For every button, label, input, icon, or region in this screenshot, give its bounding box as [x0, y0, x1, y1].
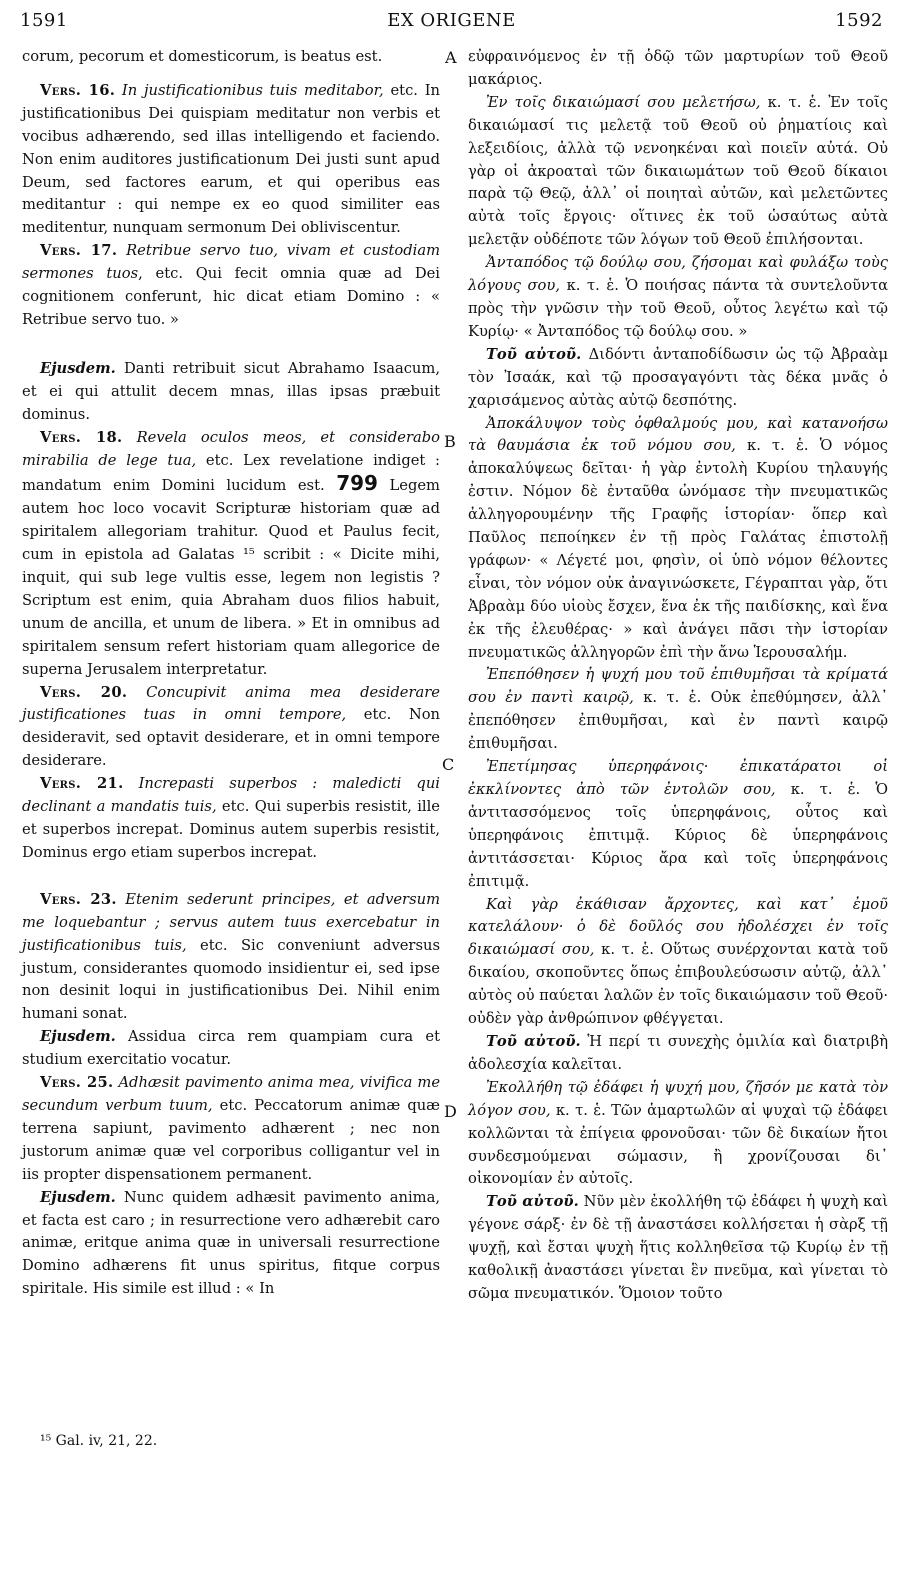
ejusdem-label: Ejusdem. [40, 1028, 116, 1046]
tou-autou-label: Τοῦ αὐτοῦ. [486, 345, 582, 363]
commentary-text: κ. τ. ἑ. Οὐκ ἐπεθύμησεν, ἀλλ᾽ ἐπεπόθησεν ἐπιθυμῆσαι, καὶ ἐν παντὶ καιρῷ ἐπιθυμῆσαι. [468, 689, 888, 753]
commentary-text: κ. τ. ἑ. Ὁ ποιήσας πάντα τὰ συντελοῦντα πρὸς τὴν γνῶσιν τὴν τοῦ Θεοῦ, οὗτος λεγέτω καὶ τῷ Κυρίῳ· « Ἀνταπόδος τῷ δούλῳ σου. » [468, 277, 888, 340]
verse-ref: Vers. 17. [40, 242, 118, 260]
greek-paragraph: εὐφραινόμενος ἐν τῇ ὁδῷ τῶν μαρτυρίων τοῦ Θεοῦ μακάριος. [468, 48, 888, 88]
section-marker-d: D [444, 1102, 457, 1121]
latin-paragraph [22, 240, 440, 332]
commentary-text: κ. τ. ἑ. Οὕτως συνέρχονται κατὰ τοῦ δικαίου, σκοποῦντες ὅπως ἐπιβουλεύσωσιν αὐτῷ, ἀλλ᾽ αὐτὸς οὐ παύεται λαλῶν ἐν τοῖς δικαιώμασιν τοῦ Θεοῦ· οὐδὲν γὰρ ἀνθρώπινον φθέγγεται. [468, 941, 888, 1028]
verse-lemma: Concupivit anima mea desiderare justificationes tuas in omni tempore, [22, 683, 440, 724]
verse-lemma: Ἀποκάλυψον τοὺς ὀφθαλμούς μου, καὶ κατανοήσω τὰ θαυμάσια ἐκ τοῦ νόμου σου, [468, 414, 888, 455]
latin-paragraph [22, 427, 440, 682]
commentary-text: etc. Qui superbis resistit, ille et superbos increpat. Dominus autem superbis resistit, Dominus ergo etiam superbos increpat. [22, 798, 440, 861]
section-marker-a: A [445, 48, 457, 67]
latin-paragraph [22, 358, 440, 427]
commentary-text: etc. Non desideravit, sed optavit desiderare, et in omni tempore desiderare. [22, 706, 440, 770]
latin-paragraph: corum, pecorum et domesticorum, is beatus est. [22, 48, 383, 65]
verse-ref: Vers. 25. [40, 1074, 114, 1092]
commentary-text: Nunc quidem adhæsit pavimento anima, et facta est caro ; in resurrectione vero adhærebit caro animæ, eritque anima quæ in universali resurrectione Domino adhærens fit unus spiritus, fitque corpus spiritale. His simile est illud : « In [22, 1188, 440, 1298]
commentary-text: Νῦν μὲν ἐκολλήθη τῷ ἐδάφει ἡ ψυχὴ καὶ γέγονε σάρξ· ἐν δὲ τῇ ἀναστάσει κολλήσεται ἡ σὰρξ τῇ ψυχῇ, καὶ ἔσται ψυχὴ ἥτις κολληθεῖσα τῷ Κυρίῳ ἐν τῇ καθολικῇ ἀναστάσει γίνεται ἓν πνεῦμα, καὶ γίνεται τὸ σῶμα πνευματικόν. Ὅμοιον τοῦτο [468, 1193, 888, 1302]
tou-autou-label: Τοῦ αὐτοῦ. [486, 1193, 579, 1211]
greek-paragraph [468, 252, 888, 344]
latin-paragraph [22, 1072, 440, 1187]
greek-paragraph [468, 664, 888, 756]
commentary-text: κ. τ. ἑ. Ὁ ἀντιτασσόμενος τοῖς ὑπερηφάνοις, οὗτος καὶ ὑπερηφάνοις ἐπιτιμᾷ. Κύριος δὲ ὑπερηφάνοις ἀντιτάσσεται· Κύριος ἄρα καὶ τοῖς ὑπερηφάνοις ἐπιτιμᾷ. [468, 781, 888, 890]
verse-ref: Vers. 16. [40, 81, 116, 99]
section-marker-c: C [442, 755, 455, 774]
latin-paragraph [22, 682, 440, 774]
greek-paragraph [468, 756, 888, 893]
verse-lemma: Retribue servo tuo, vivam et custodiam sermones tuos [22, 242, 441, 283]
page-number-left: 1591 [20, 10, 68, 31]
greek-column [468, 46, 888, 1306]
ejusdem-label: Ejusdem. [40, 359, 116, 377]
commentary-text: etc. Sic conveniunt adversus justum, considerantes quomodo insidientur ei, sed ipse non desinit loqui in justificationibus Dei. Nihil enim humani sonat. [22, 936, 440, 1023]
greek-paragraph [468, 1031, 888, 1077]
verse-ref: Vers. 18. [40, 428, 123, 446]
column-number: 799 [336, 471, 378, 496]
verse-lemma: Etenim sederunt principes, et adversum me loquebantur ; servus autem tuus exercebatur in justificationibus tuis, [22, 890, 441, 954]
verse-lemma: Ἐπεπόθησεν ἡ ψυχή μου τοῦ ἐπιθυμῆσαι τὰ κρίματά σου ἐν παντὶ καιρῷ, [468, 666, 888, 707]
greek-paragraph [468, 1077, 888, 1192]
verse-lemma: Ἐκολλήθη τῷ ἐδάφει ἡ ψυχή μου, ζῆσόν με κατὰ τὸν λόγον σου, [468, 1078, 888, 1119]
greek-paragraph [468, 894, 888, 1031]
verse-lemma: Ἐν τοῖς δικαιώμασί σου μελετήσω, [486, 93, 761, 111]
commentary-text: Legem autem hoc loco vocavit Scripturæ historiam quæ ad spiritalem allegoriam trahitur. Quod et Paulus fecit, cum in epistola ad Galatas ¹⁵ scribit : « Dicite mihi, inquit, qui sub lege vultis esse, legem non legistis ? Scriptum est enim, quia Abraham duos filios habuit, unum de ancilla, et unum de libera. » Et in omnibus ad spiritalem sensum refert historiam quam allegorice de superna Jerusalem interpretatur. [22, 477, 440, 678]
verse-lemma: Adhæsit pavimento anima mea, vivifica me secundum verbum tuum, [22, 1074, 441, 1114]
commentary-text: etc. Lex revelatione indiget : mandatum enim Domini lucidum est. [22, 451, 440, 495]
greek-paragraph [468, 344, 888, 413]
commentary-text: etc. Peccatorum animæ quæ terrena sapiunt, pavimento adhærent ; nec non justorum animæ quæ vel corporibus colligantur vel in iis propter dispensationem permanent. [22, 1096, 440, 1183]
verse-lemma: In justificationibus tuis meditabor, [121, 81, 384, 99]
verse-ref: Vers. 20. [40, 683, 128, 701]
ejusdem-label: Ejusdem. [40, 1188, 116, 1206]
commentary-text: κ. τ. ἑ. Τῶν ἁμαρτωλῶν αἱ ψυχαὶ τῷ ἐδάφει κολλῶνται τὰ ἐπίγεια φρονοῦσαι· τῶν δὲ δικαίων ἤτοι συνδεσμούμεναι σώμασιν, ἢ χρονίζουσαι δι᾽ οἰκονομίαν ἐν αὐτοῖς. [468, 1101, 889, 1188]
greek-paragraph [468, 92, 888, 252]
commentary-text: , etc. Qui fecit omnia quæ ad Dei cognitionem conferunt, hic dicat etiam Domino : « Retribue servo tuo. » [22, 265, 440, 328]
latin-paragraph [22, 773, 440, 865]
commentary-text: κ. τ. ἑ. Ὁ νόμος ἀποκαλύψεως δεῖται· ἡ γὰρ ἐντολὴ Κυρίου τηλαυγής ἐστιν. Νόμον δὲ ἐνταῦθα ὠνόμασε τὴν πνευματικῶς ἀλληγορουμένην τῆς Γραφῆς ἱστορίαν· ὅπερ καὶ Παῦλος πεποίηκεν ἐν τῇ πρὸς Γαλάτας ἐπιστολῇ γράφων· « Λέγετέ μοι, φησὶν, οἱ ὑπὸ νόμον θέλοντες εἶναι, τὸν νόμον οὐκ ἀναγινώσκετε, Γέγραπται γὰρ, ὅτι Ἀβραὰμ δύο υἱοὺς ἔσχεν, ἕνα ἐκ τῆς παιδίσκης, καὶ ἕνα ἐκ τῆς ἐλευθέρας· » καὶ ἀνάγει πᾶσι τὴν ἱστορίαν πνευματικῶς ἀλληγορῶν ἐπὶ τὴν ἄνω Ἱερουσαλήμ. [468, 437, 888, 661]
verse-lemma: Καὶ γὰρ ἐκάθισαν ἄρχοντες, καὶ κατ᾽ ἐμοῦ κατελάλουν· ὁ δὲ δοῦλός σου ἠδολέσχει ἐν τοῖς δικαιώμασί σου, [468, 895, 888, 959]
latin-paragraph [22, 889, 440, 1026]
commentary-text: Assidua circa rem quampiam cura et studium exercitatio vocatur. [22, 1028, 440, 1069]
page-number-right: 1592 [835, 10, 883, 31]
commentary-text: Ἡ περί τι συνεχὴς ὁμιλία καὶ διατριβὴ ἀδολεσχία καλεῖται. [468, 1032, 889, 1073]
latin-paragraph [22, 1026, 440, 1072]
commentary-text: etc. In justificationibus Dei quispiam meditatur non verbis et vocibus adhærendo, sed illas intelligendo et faciendo. Non enim auditores justificationum Dei justi sunt apud Deum, sed factores earum, et qui operibus eas meditantur : qui nempe ex eo quod similiter eas meditentur, nunquam sermonum Dei obliviscentur. [22, 81, 441, 237]
greek-paragraph [468, 1191, 888, 1306]
verse-ref: Vers. 21. [40, 775, 124, 793]
latin-paragraph [22, 1187, 440, 1302]
latin-paragraph [22, 80, 440, 240]
commentary-text: Danti retribuit sicut Abrahamo Isaacum, et ei qui attulit decem mnas, illas ipsas præbuit dominus. [22, 359, 440, 423]
running-title: EX ORIGENE [387, 10, 516, 31]
commentary-text: Διδόντι ἀνταποδίδωσιν ὡς τῷ Ἀβραὰμ τὸν Ἰσαάκ, καὶ τῷ προσαγαγόντι τὰς δέκα μνᾶς ὁ χαρισάμενος αὐτὰς αὐτῷ δεσπότης. [468, 345, 888, 409]
greek-paragraph [468, 413, 888, 665]
verse-lemma: Ἀνταπόδος τῷ δούλῳ σου, ζήσομαι καὶ φυλάξω τοὺς λόγους σου, [468, 254, 888, 295]
verse-ref: Vers. 23. [40, 890, 117, 908]
tou-autou-label: Τοῦ αὐτοῦ. [486, 1032, 581, 1050]
section-marker-b: B [444, 432, 456, 451]
commentary-text: κ. τ. ἑ. Ἐν τοῖς δικαιώμασί τις μελετᾷ τοῦ Θεοῦ οὐ ῥηματίοις καὶ λεξειδίοις, ἀλλὰ τῷ νενοηκέναι καὶ ποιεῖν αὐτά. Οὐ γὰρ οἱ ἀκροαταὶ τῶν δικαιωμάτων τοῦ Θεοῦ δίκαιοι παρὰ τῷ Θεῷ, ἀλλ᾽ οἱ ποιηταὶ αὐτῶν, καὶ μελετῶντες αὐτὰ τοῖς ἔργοις· οἵτινες ἐκ τοῦ ὡσαύτως αὐτὰ μελετᾷν οὐδέποτε τῶν λόγων τοῦ Θεοῦ ἐπιλήσονται. [468, 93, 888, 249]
verse-lemma: Ἐπετίμησας ὑπερηφάνοις· ἐπικατάρατοι οἱ ἐκκλίνοντες ἀπὸ τῶν ἐντολῶν σου, [468, 758, 888, 798]
verse-lemma: Increpasti superbos : maledicti qui declinant a mandatis tuis, [22, 775, 440, 816]
footnote: ¹⁵ Gal. iv, 21, 22. [40, 1433, 158, 1449]
latin-column [22, 46, 440, 1301]
verse-lemma: Revela oculos meos, et considerabo mirabilia de lege tua, [22, 428, 441, 469]
running-header [20, 10, 883, 38]
